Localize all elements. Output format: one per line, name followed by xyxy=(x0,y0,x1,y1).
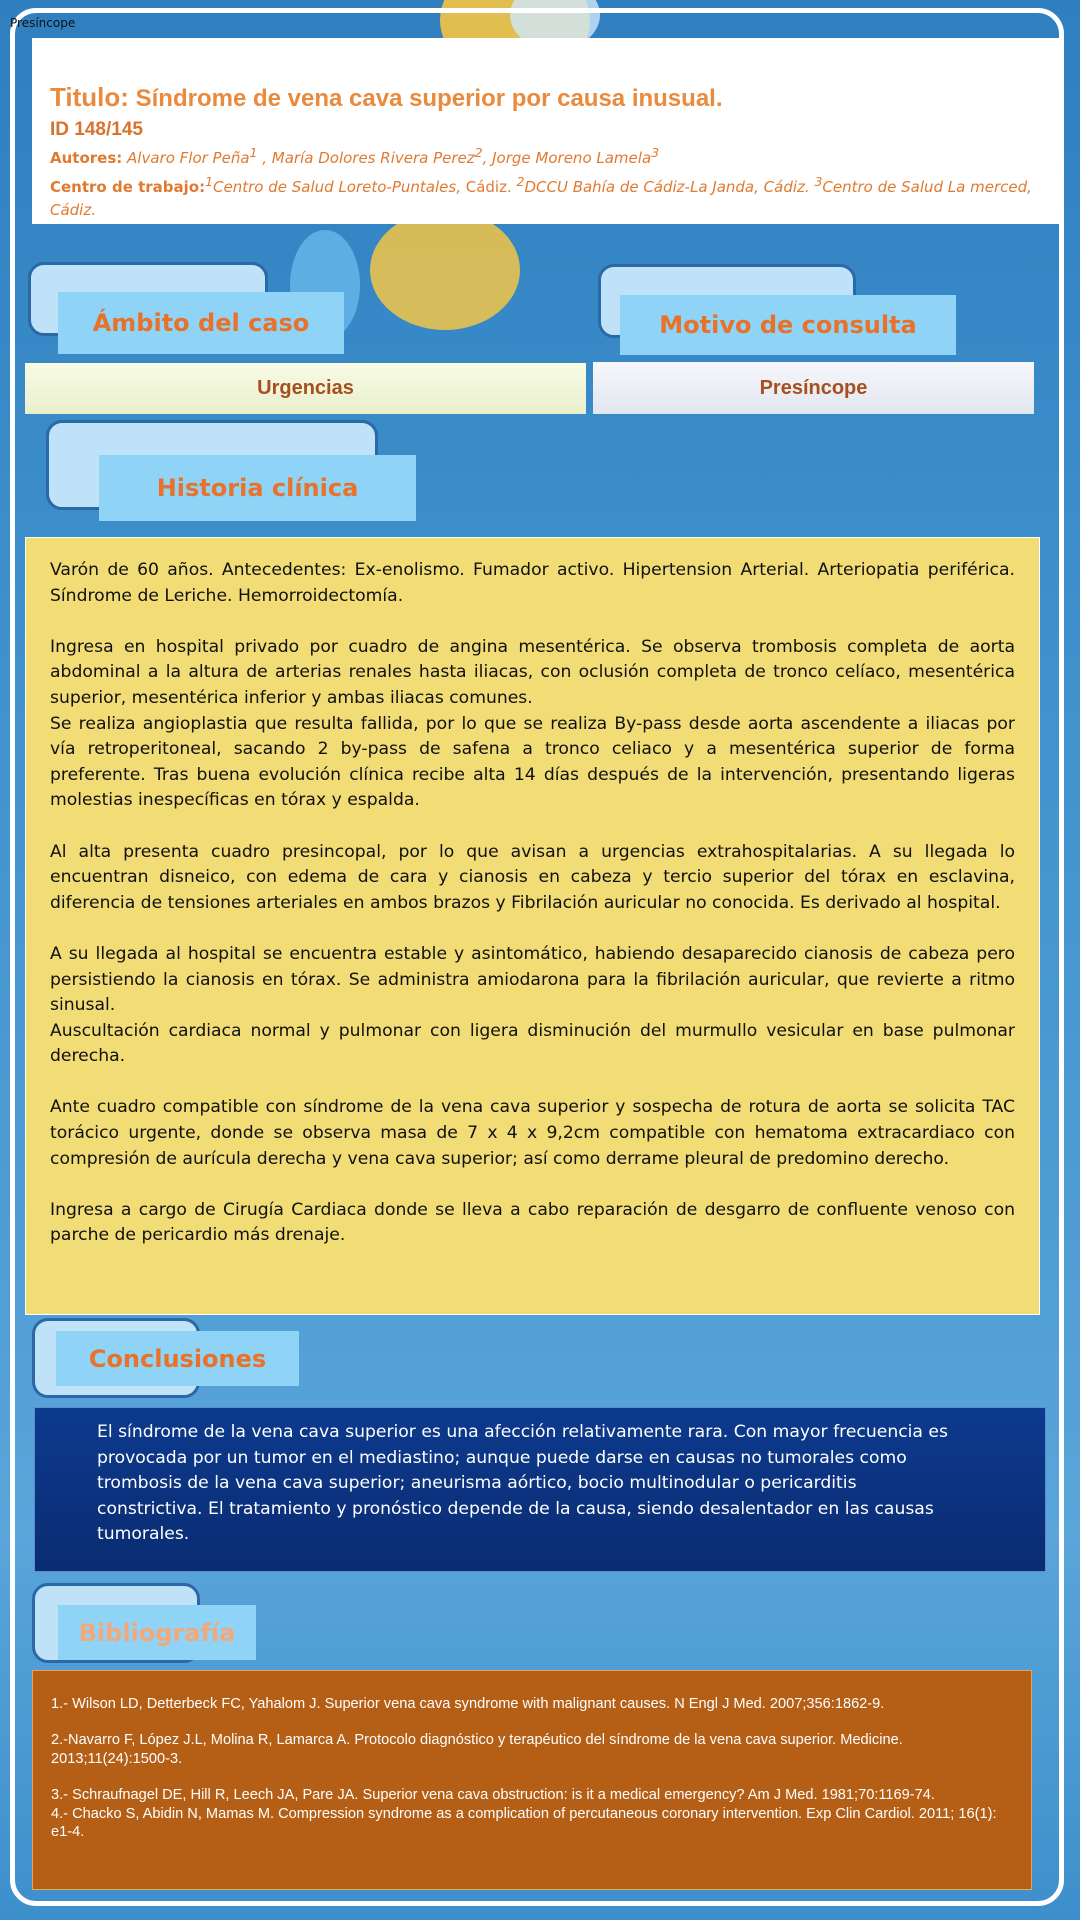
historia-paragraph: Ante cuadro compatible con síndrome de la vena cava superior y sospecha de rotura de aorta se solicita TAC torácico urgente, donde se observa masa de 7 x 4 x 9,2cm compatible con hematoma extracardiaco con compresión de aurícula derecha y vena cava superior; así como derrame pleural de predomino derecho. xyxy=(50,1097,1015,1169)
author-name: , Jorge Moreno Lamela xyxy=(482,149,652,167)
reference-item: 1.- Wilson LD, Detterbeck FC, Yahalom J. Superior vena cava syndrome with malignant causes. N Engl J Med. 2007;356:1862-9. xyxy=(51,1696,885,1712)
author-sup: 3 xyxy=(651,145,660,160)
title-label: Titulo: xyxy=(50,82,129,112)
header xyxy=(32,38,1064,224)
case-id: ID 148/145 xyxy=(50,119,143,140)
center-sup: 3 xyxy=(814,174,823,189)
center-sup: 1 xyxy=(205,174,214,189)
author-name: , María Dolores Rivera Perez xyxy=(257,149,475,167)
center-city: Cádiz. xyxy=(465,178,517,196)
historia-paragraph: Se realiza angioplastia que resulta fallida, por lo que se realiza By-pass desde aorta ascendente a iliacas por vía retroperitoneal, sacando 2 by-pass de safena a tronco celiaco y a mesentérica superior de forma preferente. Tras buena evolución clínica recibe alta 14 días después de la intervención, presentando ligeras molestias inespecíficas en tórax y espalda. xyxy=(50,713,1015,811)
conclusiones-body: El síndrome de la vena cava superior es una afección relativamente rara. Con mayor frecuencia es provocada por un tumor en el mediastino; aunque puede darse en causas no tumorales como trombosis de la vena cava superior; aneurisma aórtico, bocio multinodular o pericarditis constrictiva. El tratamiento y pronóstico depende de la causa, siendo desalentador en las causas tumorales. xyxy=(34,1407,1046,1572)
historia-paragraph: Varón de 60 años. Antecedentes: Ex-enolismo. Fumador activo. Hipertension Arterial. Arteriopatia periférica. Síndrome de Leriche. Hemorroidectomía. xyxy=(50,560,1015,606)
reference-item: 4.- Chacko S, Abidin N, Mamas M. Compression syndrome as a complication of percutaneous coronary intervention. Exp Clin Cardiol. 2011; 16(1): e1-4. xyxy=(51,1805,997,1841)
centers-label: Centro de trabajo: xyxy=(50,178,206,196)
historia-paragraph: A su llegada al hospital se encuentra estable y asintomático, habiendo desaparecido cianosis de cabeza pero persistiendo la cianosis en tórax. Se administra amiodarona para la fibrilación auricular, que revierte a ritmo sinusal. xyxy=(50,943,1015,1016)
authors-line xyxy=(50,141,1046,170)
historia-title: Historia clínica xyxy=(99,455,416,521)
tab-label: Presíncope xyxy=(10,16,76,30)
ambito-title: Ámbito del caso xyxy=(58,292,344,354)
conclusiones-title: Conclusiones xyxy=(56,1331,299,1386)
historia-paragraph: Ingresa en hospital privado por cuadro de angina mesentérica. Se observa trombosis completa de aorta abdominal a la altura de arterias renales hasta iliacas, con oclusión completa de tronco celíaco, mesentérica superior, mesentérica inferior y ambas iliacas comunes. xyxy=(50,636,1015,708)
historia-paragraph: Ingresa a cargo de Cirugía Cardiaca donde se lleva a cabo reparación de desgarro de confluente venoso con parche de pericardio más drenaje. xyxy=(50,1199,1015,1246)
bibliografia-body xyxy=(32,1670,1032,1890)
reference-item: 3.- Schraufnagel DE, Hill R, Leech JA, Pare JA. Superior vena cava obstruction: is it a medical emergency? Am J Med. 1981;70:1169-74. xyxy=(51,1787,935,1804)
centers-line xyxy=(50,170,1046,222)
author-sup: 1 xyxy=(249,145,258,160)
reference-item: 2.-Navarro F, López J.L, Molina R, Lamarca A. Protocolo diagnóstico y terapéutico del síndrome de la vena cava superior. Medicine. 2013;11(24):1500-3. xyxy=(51,1732,903,1767)
author-sup: 2 xyxy=(474,145,483,160)
center-name: Centro de Salud Loreto-Puntales, xyxy=(213,178,466,196)
ambito-value: Urgencias xyxy=(25,363,586,414)
center-name: DCCU Bahía de Cádiz-La Janda, Cádiz. xyxy=(524,178,815,196)
author-name: Alvaro Flor Peña xyxy=(122,149,250,167)
center-name: Centro de Salud La merced, Cádiz. xyxy=(50,178,1032,219)
center-sup: 2 xyxy=(516,174,525,189)
title-text: Síndrome de vena cava superior por causa inusual. xyxy=(128,85,723,112)
historia-body xyxy=(25,537,1040,1315)
motivo-title: Motivo de consulta xyxy=(620,295,956,355)
bibliografia-title: Bibliografía xyxy=(58,1605,256,1660)
motivo-value: Presíncope xyxy=(593,362,1034,414)
page-title xyxy=(50,82,1046,113)
historia-paragraph: Auscultación cardiaca normal y pulmonar con ligera disminución del murmullo vesicular en base pulmonar derecha. xyxy=(50,1020,1015,1067)
historia-paragraph: Al alta presenta cuadro presincopal, por lo que avisan a urgencias extrahospitalarias. A su llegada lo encuentran disneico, con edema de cara y cianosis en cabeza y tercio superior del tórax en esclavina, diferencia de tensiones arteriales en ambos brazos y Fibrilación auricular no conocida. Es derivado al hospital. xyxy=(50,841,1015,913)
authors-label: Autores: xyxy=(50,149,123,167)
